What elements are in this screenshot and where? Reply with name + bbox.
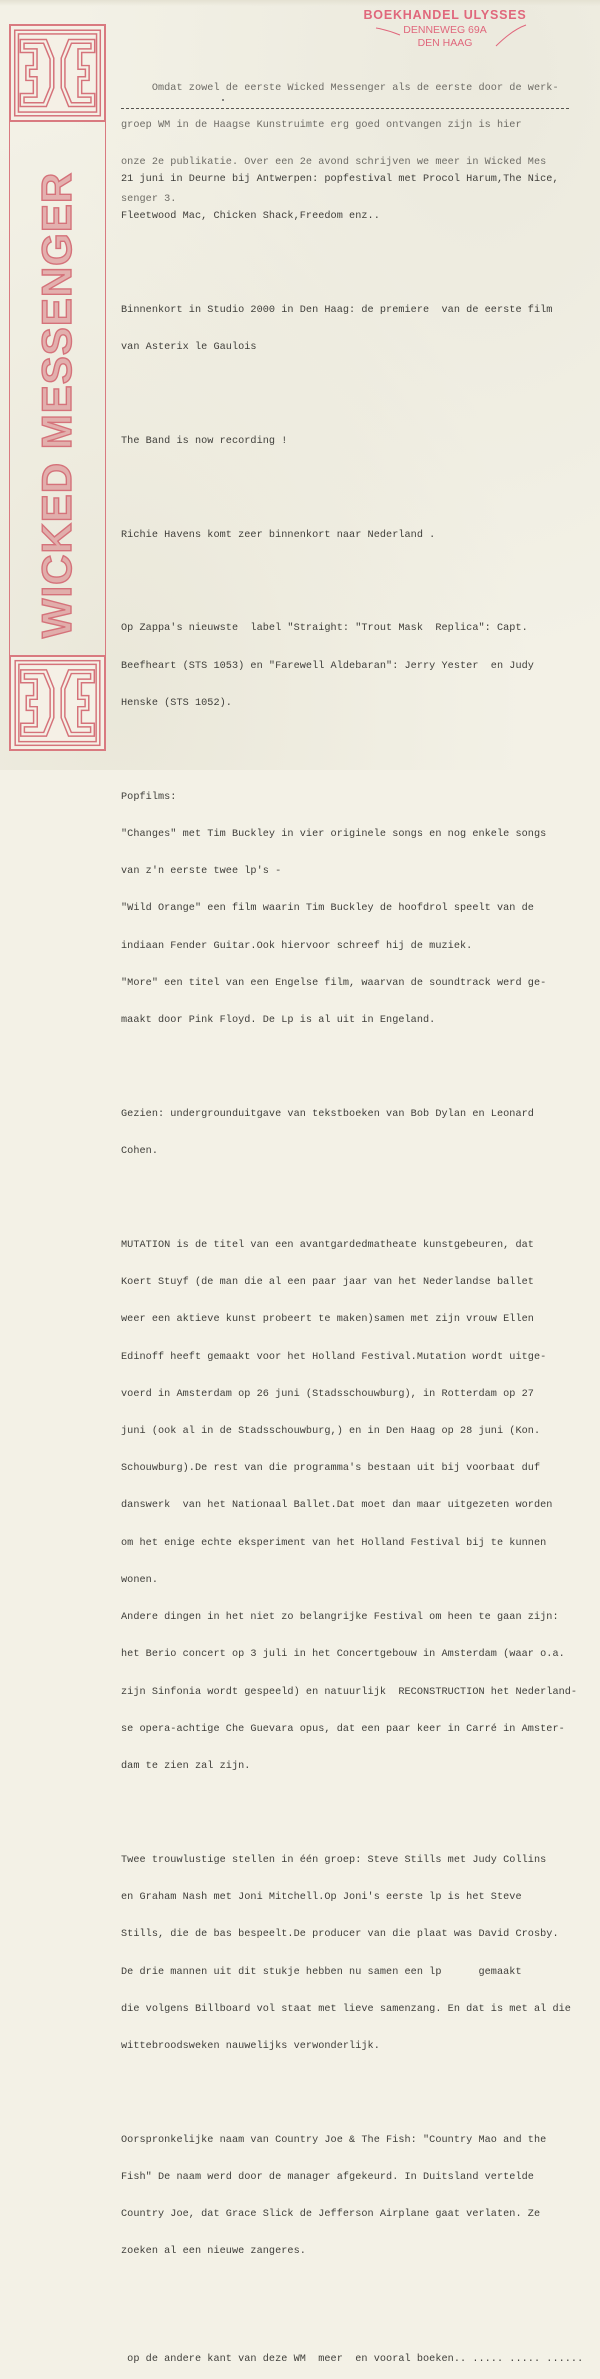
text-line: se opera-achtige Che Guevara opus, dat een paar keer in Carré in Amster- bbox=[121, 1723, 565, 1735]
footer-line: op de andere kant van deze WM meer en vooral boeken.. ..... ..... ...... bbox=[121, 2354, 584, 2366]
text-line: "Wild Orange" een film waarin Tim Buckley de hoofdrol speelt van de bbox=[121, 903, 534, 915]
text-line: zijn Sinfonia wordt gespeeld) en natuurlijk RECONSTRUCTION het Nederland- bbox=[121, 1686, 578, 1698]
exe-logo-bottom bbox=[9, 655, 106, 751]
text-line: Binnenkort in Studio 2000 in Den Haag: de premiere van de eerste film bbox=[121, 304, 553, 316]
text-line: maakt door Pink Floyd. De Lp is al uit in Engeland. bbox=[121, 1015, 436, 1027]
text-line: Op Zappa's nieuwste label "Straight: "Trout Mask Replica": Capt. bbox=[121, 623, 528, 635]
news-item-gezien bbox=[121, 1084, 591, 1183]
text-line: Koert Stuyf (de man die al een paar jaar van het Nederlandse ballet bbox=[121, 1277, 534, 1289]
text-line: Schouwburg).De rest van die programma's bestaan uit bij voorbaat duf bbox=[121, 1463, 541, 1475]
news-item-zappa-label bbox=[121, 599, 591, 735]
text-line: Andere dingen in het niet zo belangrijke Festival om heen te gaan zijn: bbox=[121, 1612, 559, 1624]
masthead-title: WICKED MESSENGER bbox=[33, 171, 80, 639]
exe-logo-icon bbox=[11, 26, 104, 120]
stamp-street-text: DENNEWEG 69A bbox=[403, 24, 487, 36]
news-item-richie-havens bbox=[121, 505, 591, 567]
text-line: Edinoff heeft gemaakt voor het Holland Festival.Mutation wordt uitge- bbox=[121, 1351, 547, 1363]
dashed-divider bbox=[121, 108, 569, 109]
text-line: Fleetwood Mac, Chicken Shack,Freedom enz.. bbox=[121, 210, 380, 222]
news-item-popfilms bbox=[121, 767, 591, 1052]
text-line: Twee trouwlustige stellen in één groep: Steve Stills met Judy Collins bbox=[121, 1854, 547, 1866]
text-line: Fish" De naam werd door de manager afgekeurd. In Duitsland vertelde bbox=[121, 2172, 534, 2183]
text-line: 21 juni in Deurne bij Antwerpen: popfestival met Procol Harum,The Nice, bbox=[121, 173, 559, 185]
exe-logo-icon bbox=[11, 657, 104, 749]
news-item-the-band bbox=[121, 411, 591, 473]
text-line: van Asterix le Gaulois bbox=[121, 341, 257, 353]
text-line: senger 3. bbox=[121, 194, 177, 206]
text-line: Oorspronkelijke naam van Country Joe & The Fish: "Country Mao and the bbox=[121, 2134, 547, 2146]
text-line: Richie Havens komt zeer binnenkort naar Nederland . bbox=[121, 529, 436, 541]
news-item-mutation bbox=[121, 1215, 591, 1798]
text-line: zoeken al een nieuwe zangeres. bbox=[121, 2246, 306, 2258]
news-body bbox=[121, 124, 591, 2379]
text-line: danswerk van het Nationaal Ballet.Dat moet dan maar uitgezeten worden bbox=[121, 1500, 553, 1512]
text-line: het Berio concert op 3 juli in het Concertgebouw in Amsterdam (waar o.a. bbox=[121, 1649, 565, 1661]
stamp-street bbox=[360, 24, 530, 36]
text-line: Popfilms: bbox=[121, 791, 177, 803]
text-line: "Changes" met Tim Buckley in vier originele songs en nog enkele songs bbox=[121, 828, 547, 840]
text-line: van z'n eerste twee lp's - bbox=[121, 866, 282, 878]
text-line: Henske (STS 1052). bbox=[121, 697, 232, 709]
text-line: "More" een titel van een Engelse film, waarvan de soundtrack werd ge- bbox=[121, 977, 547, 989]
news-item-festival bbox=[121, 149, 591, 248]
text-line: juni (ook al in de Stadsschouwburg,) en in Den Haag op 28 juni (Kon. bbox=[121, 1426, 541, 1438]
stamp-swoosh-left-icon bbox=[374, 26, 402, 36]
stamp-swoosh-right-icon bbox=[492, 22, 528, 48]
text-line: The Band is now recording ! bbox=[121, 435, 288, 447]
text-line: Stills, die de bas bespeelt.De producer van die plaat was David Crosby. bbox=[121, 1929, 559, 1941]
text-line: Country Joe, dat Grace Slick de Jefferson Airplane gaat verlaten. Ze bbox=[121, 2209, 541, 2221]
text-line: die volgens Billboard vol staat met lieve samenzang. En dat is met al die bbox=[121, 2003, 571, 2015]
exe-logo-top bbox=[9, 24, 106, 122]
stray-dot bbox=[222, 99, 224, 101]
text-line: Gezien: undergrounduitgave van tekstboeken van Bob Dylan en Leonard bbox=[121, 1108, 534, 1120]
text-line: voerd in Amsterdam op 26 juni (Stadsschouwburg), in Rotterdam op 27 bbox=[121, 1388, 534, 1400]
text-line: Cohen. bbox=[121, 1146, 158, 1158]
text-line: en Graham Nash met Joni Mitchell.Op Joni's eerste lp is het Steve bbox=[121, 1892, 522, 1904]
text-line: om het enige echte eksperiment van het Holland Festival bij te kunnen bbox=[121, 1537, 547, 1549]
paper-fold bbox=[0, 0, 600, 6]
text-line: weer een aktieve kunst probeert te maken)samen met zijn vrouw Ellen bbox=[121, 1314, 534, 1326]
news-item-country-joe bbox=[121, 2110, 591, 2284]
stamp-shop-name: BOEKHANDEL ULYSSES bbox=[363, 8, 527, 22]
text-line: wittebroodsweken nauwelijks verwonderlijk. bbox=[121, 2040, 380, 2052]
stamp-city: DEN HAAG bbox=[417, 37, 473, 49]
text-line: De drie mannen uit dit stukje hebben nu samen een lp gemaakt bbox=[121, 1966, 522, 1978]
text-line: wonen. bbox=[121, 1574, 158, 1586]
text-line: onze 2e publikatie. Over een 2e avond schrijven we meer in Wicked Mes bbox=[121, 157, 547, 169]
text-line: Beefheart (STS 1053) en "Farewell Aldebaran": Jerry Yester en Judy bbox=[121, 660, 534, 672]
text-line: Omdat zowel de eerste Wicked Messenger als de eerste door de werk- bbox=[121, 82, 559, 94]
text-line: indiaan Fender Guitar.Ook hiervoor schreef hij de muziek. bbox=[121, 940, 473, 952]
news-item-asterix bbox=[121, 280, 591, 379]
text-line: MUTATION is de titel van een avantgardedmatheate kunstgebeuren, dat bbox=[121, 1239, 534, 1251]
text-line: groep WM in de Haagse Kunstruimte erg goed ontvangen zijn is hier bbox=[121, 120, 522, 132]
news-item-couples bbox=[121, 1830, 591, 2078]
bookshop-stamp bbox=[360, 8, 530, 49]
text-line: dam te zien zal zijn. bbox=[121, 1761, 251, 1772]
